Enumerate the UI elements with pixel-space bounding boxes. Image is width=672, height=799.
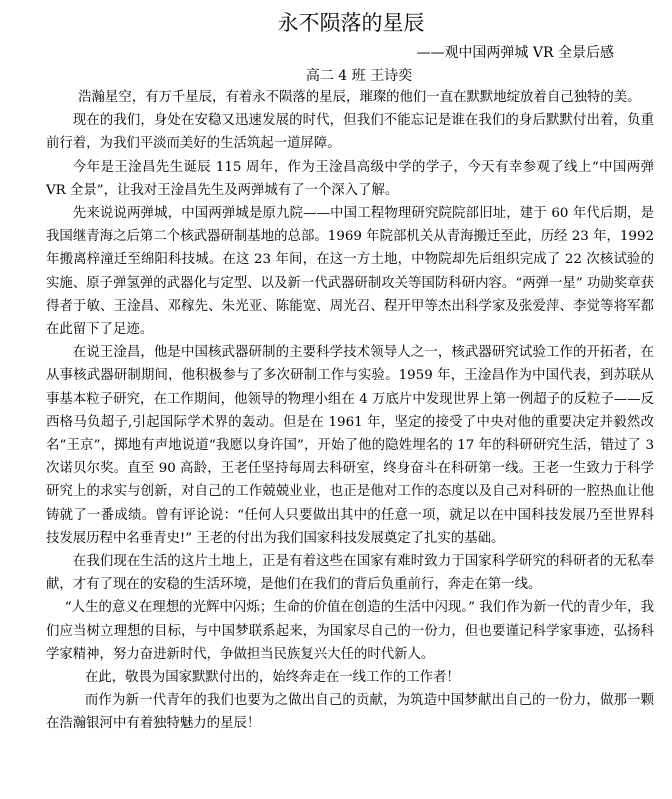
paragraph-5: 在说王淦昌，他是中国核武器研制的主要科学技术领导人之一，核武器研究试验工作的开拓者，在从事核武器研制期间，他积极参与了多次研制工作与实验。1959 年，王淦昌作为中国代表，到苏联从事基本粒子研究，在工作期间，他领导的物理小组在 4 万底片中发现世界上第一例超子的反粒子——反西格马负超子,引起国际学术界的轰动。但是在 1961 年，坚定的接受了中央对他的重要决定并毅然改名“王京”，掷地有声地说道“我愿以身许国”，开始了他的隐姓埋名的 17 年的科研研究生活，错过了 3 次诺贝尔奖。直至 90 高龄，王老任坚持每周去科研室，终身奋斗在科研第一线。王老一生致力于科学研究上的求实与创新，对自己的工作兢兢业业，也正是他对工作的态度以及自己对科研的一腔热血让他铸就了一番成绩。曾有评论说：“任何人只要做出其中的任意一项，就足以在中国科技发展乃至世界科技发展历程中名垂青史!” 王老的付出为我们国家科技发展奠定了扎实的基础。 [46, 345, 654, 546]
paragraph-1: 浩瀚星空，有万千星辰，有着永不陨落的星辰，璀璨的他们一直在默默地绽放着自己独特的美。 [78, 90, 641, 105]
paragraph-7: “人生的意义在理想的光辉中闪烁；生命的价值在创造的生活中闪现。” 我们作为新一代的青少年，我们应当树立理想的目标，与中国梦联系起来，为国家尽自己的一份力，但也要谨记科学家事迹，弘扬科学家精神，努力奋进新时代，争做担当民族复兴大任的时代新人。 [46, 600, 654, 662]
author-byline: 高二 4 班 王诗奕 [305, 68, 413, 84]
paragraph-6: 在我们现在生活的这片土地上，正是有着这些在国家有难时致力于国家科学研究的科研者的无私奉献，才有了现在的安稳的生活环境，是他们在我们的背后负重前行，奔走在第一线。 [46, 554, 654, 593]
paragraph-3: 今年是王淦昌先生诞辰 115 周年，作为王淦昌高级中学的学子，今天有幸参观了线上“中国两弹 VR 全景”，让我对王淦昌先生及两弹城有了一个深入了解。 [46, 159, 654, 198]
document-body [46, 86, 654, 736]
document-title: 永不陨落的星辰 [277, 11, 425, 35]
paragraph-9: 而作为新一代青年的我们也要为之做出自己的贡献，为筑造中国梦献出自己的一份力，做那一颗在浩瀚银河中有着独特魅力的星辰！ [46, 693, 654, 732]
paragraph-2: 现在的我们，身处在安稳又迅速发展的时代，但我们不能忘记是谁在我们的身后默默付出着，负重前行着，为我们平淡而美好的生活筑起一道屏障。 [46, 113, 654, 152]
paragraph-8: 在此，敬畏为国家默默付出的，始终奔走在一线工作的工作者！ [84, 670, 460, 686]
paragraph-4: 先来说说两弹城，中国两弹城是原九院——中国工程物理研究院院部旧址，建于 60 年代后期，是我国继青海之后第二个核武器研制基地的总部。1969 年院部机关从青海搬迁至此，历经 23 年，1992 年搬离梓潼迁至绵阳科技城。在这 23 年间，在这一方土地，中物院却先后组织完成了 22 次核试验的实施、原子弹氢弹的武器化与定型、以及新一代武器研制攻关等国防科研内容。“两弹一星” 功勋奖章获得者于敏、王淦昌、邓稼先、朱光亚、陈能宽、周光召、程开甲等杰出科学家及张爱萍、李觉等将军都在此留下了足迹。 [46, 206, 654, 338]
document-subtitle: ——观中国两弹城 VR 全景后感 [416, 45, 614, 61]
